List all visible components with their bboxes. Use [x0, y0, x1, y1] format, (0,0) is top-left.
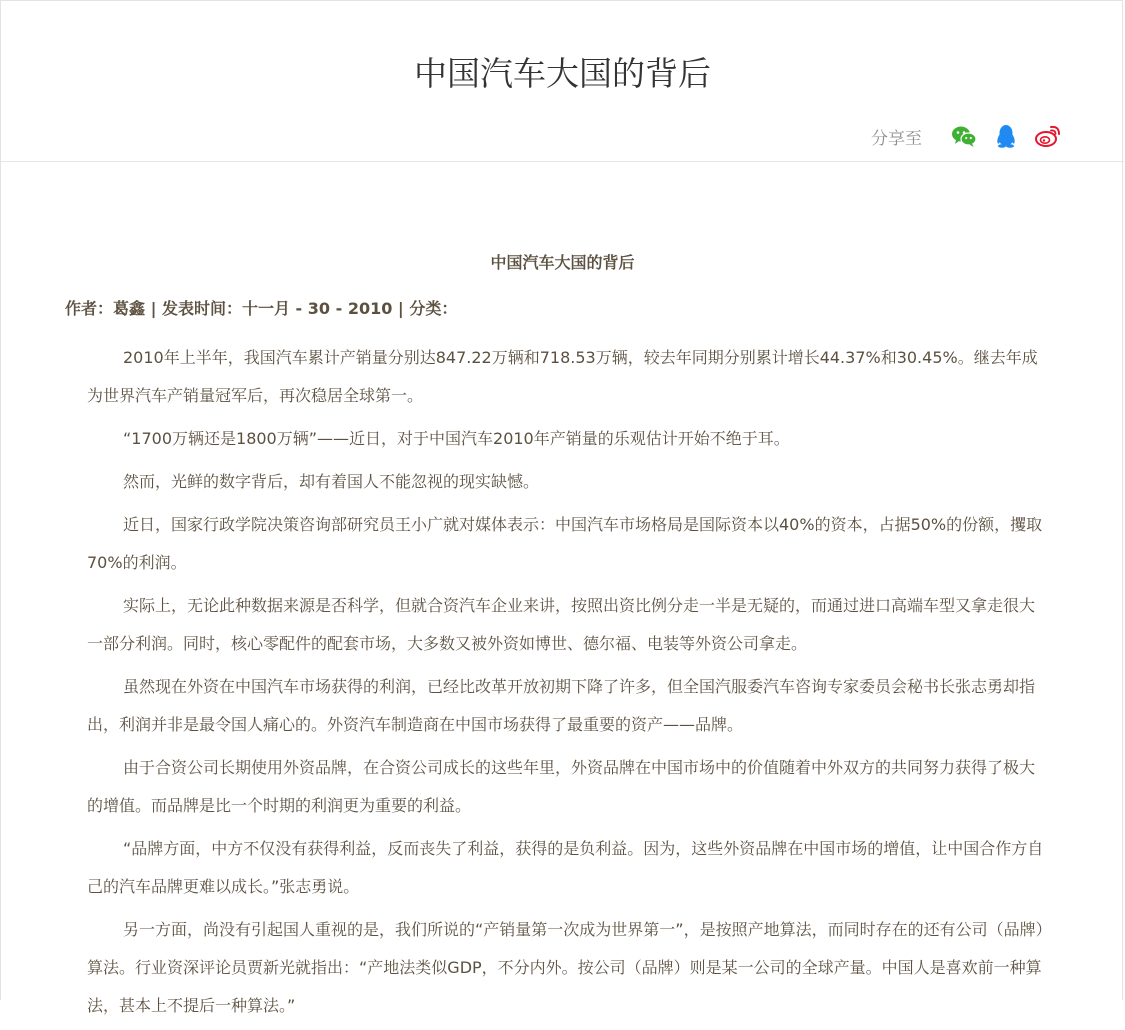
paragraph: 由于合资公司长期使用外资品牌，在合资公司成长的这些年里，外资品牌在中国市场中的价值随着中外双方的共同努力获得了极大的增值。而品牌是比一个时期的利润更为重要的利益。 — [87, 758, 1036, 815]
page-title: 中国汽车大国的背后 — [414, 54, 711, 93]
paragraph: 另一方面，尚没有引起国人重视的是，我们所说的“产销量第一次成为世界第一”，是按照产地算法，而同时存在的还有公司（品牌）算法。行业资深评论员贾新光就指出：“产地法类似GDP，不分内外。按公司（品牌）则是某一公司的全球产量。中国人是喜欢前一种算法，甚本上不提后一种算法。” — [87, 920, 1044, 1015]
article-body — [87, 339, 1049, 1030]
page-header — [1, 1, 1124, 162]
share-label: 分享至 — [871, 128, 922, 149]
qq-icon[interactable] — [992, 122, 1020, 150]
paragraph: 然而，光鲜的数字背后，却有着国人不能忽视的现实缺憾。 — [123, 472, 540, 491]
share-bar — [871, 121, 1062, 151]
paragraph: 近日，国家行政学院决策咨询部研究员王小广就对媒体表示：中国汽车市场格局是国际资本以40%的资本，占据50%的份额，攫取70%的利润。 — [87, 515, 1043, 572]
paragraph: “品牌方面，中方不仅没有获得利益，反而丧失了利益，获得的是负利益。因为，这些外资品牌在中国市场的增值，让中国合作方自己的汽车品牌更难以成长。”张志勇说。 — [87, 839, 1044, 896]
weibo-icon[interactable] — [1034, 122, 1062, 150]
wechat-icon[interactable] — [950, 122, 978, 150]
article-meta: 作者：葛鑫 | 发表时间：十一月 - 30 - 2010 | 分类： — [65, 299, 458, 318]
paragraph: “1700万辆还是1800万辆”——近日，对于中国汽车2010年产销量的乐观估计开始不绝于耳。 — [123, 429, 790, 448]
paragraph: 2010年上半年，我国汽车累计产销量分别达847.22万辆和718.53万辆，较去年同期分别累计增长44.37%和30.45%。继去年成为世界汽车产销量冠军后，再次稳居全球第一。 — [87, 348, 1038, 405]
paragraph: 实际上，无论此种数据来源是否科学，但就合资汽车企业来讲，按照出资比例分走一半是无疑的，而通过进口高端车型又拿走很大一部分利润。同时，核心零配件的配套市场，大多数又被外资如博世、德尔福、电装等外资公司拿走。 — [87, 596, 1036, 653]
paragraph: 虽然现在外资在中国汽车市场获得的利润，已经比改革开放初期下降了许多，但全国汽服委汽车咨询专家委员会秘书长张志勇却指出，利润并非是最令国人痛心的。外资汽车制造商在中国市场获得了最重要的资产——品牌。 — [87, 677, 1036, 734]
article-title: 中国汽车大国的背后 — [490, 253, 635, 272]
